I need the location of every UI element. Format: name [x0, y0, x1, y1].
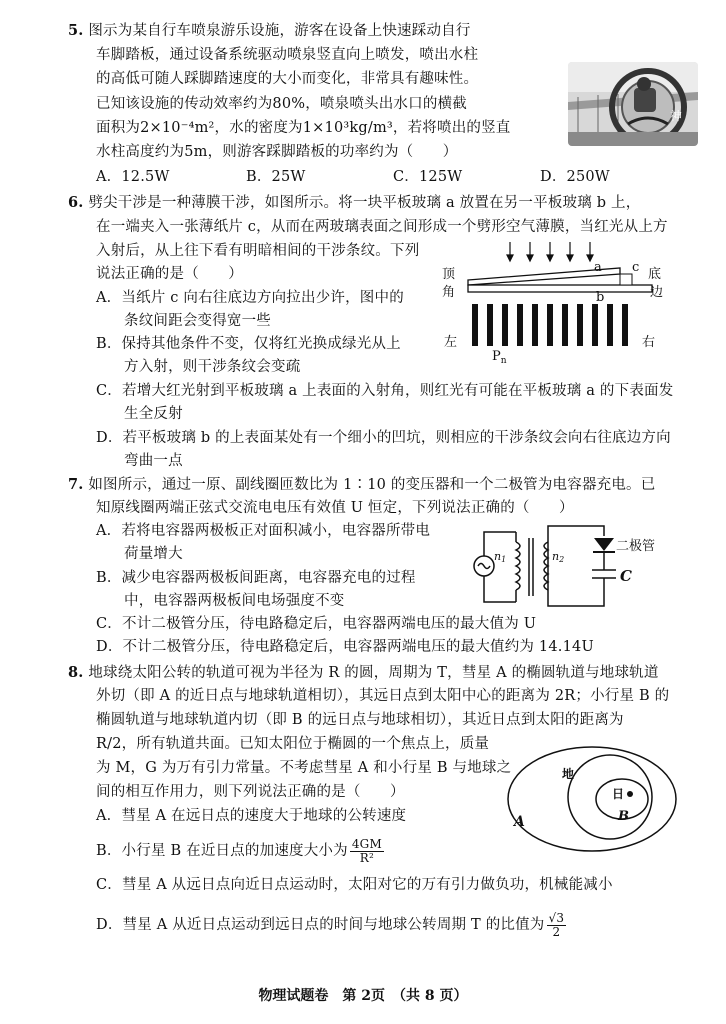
label-left: 左: [444, 335, 458, 350]
label-top-angle: 顶: [442, 267, 456, 282]
q7-option-b: B．减少电容器两极板间距离，电容器充电的过程: [96, 570, 416, 586]
q5-line-5: 面积为2×10⁻⁴m²，水的密度为1×10³kg/m³，若将喷出的竖直: [96, 120, 511, 136]
label-right: 右: [642, 335, 656, 350]
q7-option-c: C．不计二极管分压，待电路稳定后，电容器两端电压的最大值为 U: [96, 616, 537, 632]
label-diode: 二极管: [616, 539, 656, 554]
q5-line-3: 的高低可随人踩脚踏速度的大小而变化，非常具有趣味性。: [96, 71, 479, 87]
q8-option-a: A．彗星 A 在远日点的速度大于地球的公转速度: [96, 808, 407, 824]
q5-number: 5.: [68, 22, 84, 39]
label-top-angle-2: 角: [442, 285, 456, 300]
label-glass-a: a: [594, 260, 602, 275]
q6-option-d-cont: 弯曲一点: [124, 453, 183, 469]
q6-option-b-cont: 方入射，则干涉条纹会变疏: [124, 359, 301, 375]
q5-line-1: 5. 图示为某自行车喷泉游乐设施，游客在设备上快速踩动自行: [68, 22, 471, 39]
q5-option-b: B．25W: [246, 169, 306, 185]
q6-line-1: 6. 劈尖干涉是一种薄膜干涉，如图所示。将一块平板玻璃 a 放置在另一平板玻璃 b 上，: [68, 194, 641, 211]
q6-line-4: 说法正确的是（ ）: [96, 266, 243, 282]
q6-option-d: D．若平板玻璃 b 的上表面某处有一个细小的凹坑，则相应的干涉条纹会向右往底边方向: [96, 430, 671, 446]
q8-option-d-fraction: $\frac{√3}{2}$: [548, 910, 565, 939]
q7-option-d: D．不计二极管分压，待电路稳定后，电容器两端电压的最大值约为 14.14U: [96, 639, 594, 655]
label-pn: $P_n$: [492, 349, 507, 366]
q7-option-a-cont: 荷量增大: [124, 546, 183, 562]
q5-line-2: 车脚踏板，通过设备系统驱动喷泉竖直向上喷发，喷出水柱: [96, 47, 479, 63]
q6-option-a: A．当纸片 c 向右往底边方向拉出少许，图中的: [96, 290, 404, 306]
q7-option-a: A．若将电容器两极板正对面积减小，电容器所带电: [96, 523, 431, 539]
q8-option-c: C．彗星 A 从远日点向近日点运动时，太阳对它的万有引力做负功，机械能减小: [96, 877, 613, 893]
wedge-interference-figure: [436, 238, 676, 368]
fountain-photo: [568, 62, 698, 146]
q6-line-2: 在一端夹入一张薄纸片 c，从而在两玻璃表面之间形成一个劈形空气薄膜，当红光从上方: [96, 219, 668, 235]
label-sun: 日: [612, 787, 625, 801]
q8-line-6: 间的相互作用力，则下列说法正确的是（ ）: [96, 784, 405, 800]
q6-number: 6.: [68, 194, 84, 211]
q5-option-c: C．125W: [393, 169, 463, 185]
label-bottom-edge-2: 边: [650, 285, 664, 300]
q8-line-3: 椭圆轨道与地球轨道内切（即 B 的远日点与地球相切），其近日点到太阳的距离为: [96, 712, 624, 728]
label-paper-c: c: [632, 260, 640, 275]
q6-option-b: B．保持其他条件不变，仅将红光换成绿光从上: [96, 336, 401, 352]
q8-line-1: 8. 地球绕太阳公转的轨道可视为半径为 R 的圆，周期为 T，彗星 A 的椭圆轨道与地球轨道: [68, 664, 659, 681]
label-n2: n2: [552, 550, 565, 564]
photo-caption: 神: [670, 109, 683, 123]
q8-line-5: 为 M，G 为万有引力常量。不考虑彗星 A 和小行星 B 与地球之: [96, 760, 512, 776]
q5-line-6: 水柱高度约为5m，则游客踩脚踏板的功率约为（ ）: [96, 144, 458, 160]
q8-line-2: 外切（即 A 的近日点与地球轨道相切），其远日点到太阳中心的距离为 2R；小行星 B 的: [96, 688, 670, 704]
q7-option-b-cont: 中，电容器两极板间电场强度不变: [124, 593, 345, 609]
label-earth: 地: [562, 767, 575, 781]
label-asteroid-b: B: [618, 809, 629, 824]
q6-option-c-cont: 生全反射: [124, 406, 183, 422]
q7-line-1: 7. 如图所示，通过一原、副线圈匝数比为 1∶10 的变压器和一个二极管为电容器充电。已: [68, 476, 656, 493]
orbit-figure: [506, 744, 692, 854]
q6-option-a-cont: 条纹间距会变得宽一些: [124, 313, 271, 329]
label-capacitor: C: [620, 567, 632, 585]
transformer-circuit-figure: [468, 518, 668, 612]
label-bottom-edge: 底: [648, 267, 662, 282]
q8-option-b-fraction: $\frac{4GM}{\text{R²}}$: [351, 836, 382, 865]
q5-line-4: 已知该设施的传动效率约为80%，喷泉喷头出水口的横截: [96, 96, 467, 112]
q6-line-3: 入射后，从上往下看有明暗相间的干涉条纹。下列: [96, 243, 420, 259]
q8-option-b: B．小行星 B 在近日点的加速度大小为 $\frac{4GM}{\text{R²}}$: [96, 836, 382, 865]
q5-option-a: A．12.5W: [96, 169, 170, 185]
q5-option-d: D．250W: [540, 169, 610, 185]
q8-option-d: D．彗星 A 从近日点运动到远日点的时间与地球公转周期 T 的比值为 $\frac{√3}{2}$: [96, 910, 565, 939]
q7-number: 7.: [68, 476, 84, 493]
q7-line-2: 知原线圈两端正弦式交流电电压有效值 U 恒定，下列说法正确的（ ）: [96, 500, 574, 516]
label-glass-b: b: [596, 290, 605, 305]
q8-line-4: R/2，所有轨道共面。已知太阳位于椭圆的一个焦点上，质量: [96, 736, 490, 752]
q6-option-c: C．若增大红光射到平板玻璃 a 上表面的入射角，则红光有可能在平板玻璃 a 的下表面发: [96, 383, 674, 399]
label-n1: n1: [494, 550, 507, 564]
q8-number: 8.: [68, 664, 84, 681]
label-comet-a: A: [514, 814, 525, 830]
page-footer: 物理试题卷 第 2页 （共 8 页）: [258, 988, 468, 1004]
